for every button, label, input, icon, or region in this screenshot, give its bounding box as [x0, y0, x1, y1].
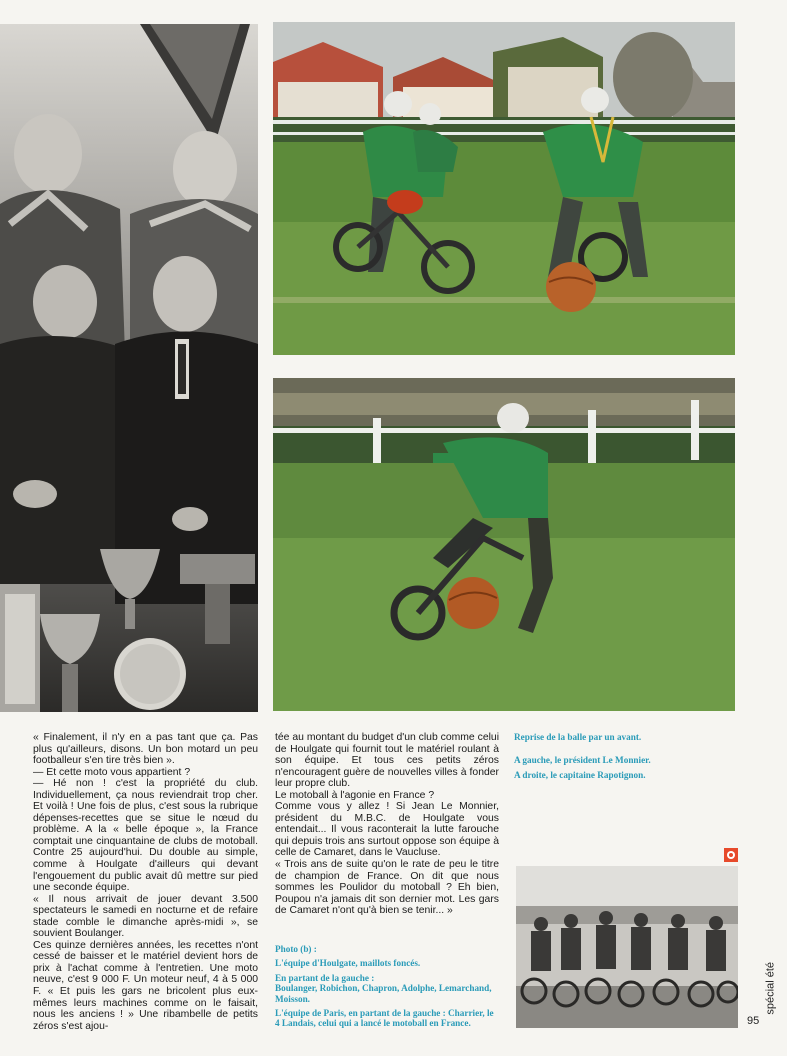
team-lineup-photo	[516, 866, 738, 1028]
paragraph: Le motoball à l'agonie en France ?	[275, 789, 435, 801]
team-portrait-photo	[0, 24, 258, 712]
paragraph: « Trois ans de suite qu'on le rate de peu le titre de champion de France. On dit que nous sommes les Poulidor du motoball ? Eh bien, Poupou n'a jamais dit son dernier mot. Les gars de Camaret n'ont qu'à bien se tenir... »	[275, 859, 499, 917]
paragraph: Comme vous y allez ! Si Jean Le Monnier, président du M.B.C. de Houlgate vous entendait... Il vous raconterait la lutte farouche qui depuis trois ans surtout oppose son équipe à celle de Camaret, dans le Vaucluse.	[275, 801, 499, 859]
article-column-1	[33, 732, 258, 1032]
photo-captions-right	[514, 732, 699, 780]
rider-with-ball-photo	[273, 378, 735, 711]
caption-text: A droite, le capitaine Rapotignon.	[514, 769, 646, 780]
caption-text: En partant de la gauche :	[275, 972, 375, 983]
paragraph: — Et cette moto vous appartient ?	[33, 766, 191, 778]
paragraph: « Finalement, il n'y en a pas tant que ça. Pas plus qu'ailleurs, disons. Un bon motard un peu footballeur s'en tire très bien ».	[33, 732, 258, 767]
paragraph: « Il nous arrivait de jouer devant 3.500 spectateurs le samedi en nocturne et de refaire stade comble le dimanche après-midi », se souvient Boulanger.	[33, 893, 258, 940]
caption-text: Reprise de la balle par un avant.	[514, 732, 642, 742]
paragraph: tée au montant du budget d'un club comme celui de Houlgate qui fournit tout le matériel roulant à son équipe. Et tous ces petits zéros n'encouragent guère de nouvelles villes à fonder leur propre club.	[275, 732, 499, 790]
article-column-2	[275, 732, 499, 917]
section-marker-icon	[724, 848, 738, 862]
motoball-riders-photo	[273, 22, 735, 355]
caption-text: A gauche, le président Le Monnier.	[514, 755, 651, 766]
paragraph: — Hé non ! c'est la propriété du club. Individuellement, ça nous reviendrait trop cher. Et voilà ! Une fois de plus, c'est sous la rubrique dépenses-recettes que se situe le nœud du problème. A la « belle époque », la France comptait une cinquantaine de clubs de motoball. Contre 25 aujourd'hui. Du double au simple, comme à Houlgate d'ailleurs qui devant l'engouement du public avait dû mettre sur pied une seconde équipe.	[33, 778, 258, 894]
caption-text: L'équipe de Paris, en partant de la gauche : Charrier, le 4 Landais, celui qui a lancé le motoball en France.	[275, 1008, 494, 1029]
caption-text: L'équipe d'Houlgate, maillots foncés.	[275, 958, 421, 969]
photo-b-caption	[275, 944, 497, 1029]
caption-label: Photo (b) :	[275, 944, 317, 954]
paragraph: Ces quinze dernières années, les recettes n'ont cessé de baisser et le matériel devient hors de prix à l'achat comme à l'entretien. Une moto neuve, c'est 9 000 F. Un moteur neuf, 4 à 5 000 F. « Et puis les gars ne bricolent plus eux-mêmes leurs machines comme on le faisait, nous les anciens ! » Une ribambelle de petits zéros s'est ajou-	[33, 939, 258, 1032]
section-label: spécial été	[765, 962, 777, 1015]
page-number: 95	[747, 1015, 760, 1027]
caption-text: Boulanger, Robichon, Chapron, Adolphe, Lemarchand, Moisson.	[275, 983, 492, 1004]
